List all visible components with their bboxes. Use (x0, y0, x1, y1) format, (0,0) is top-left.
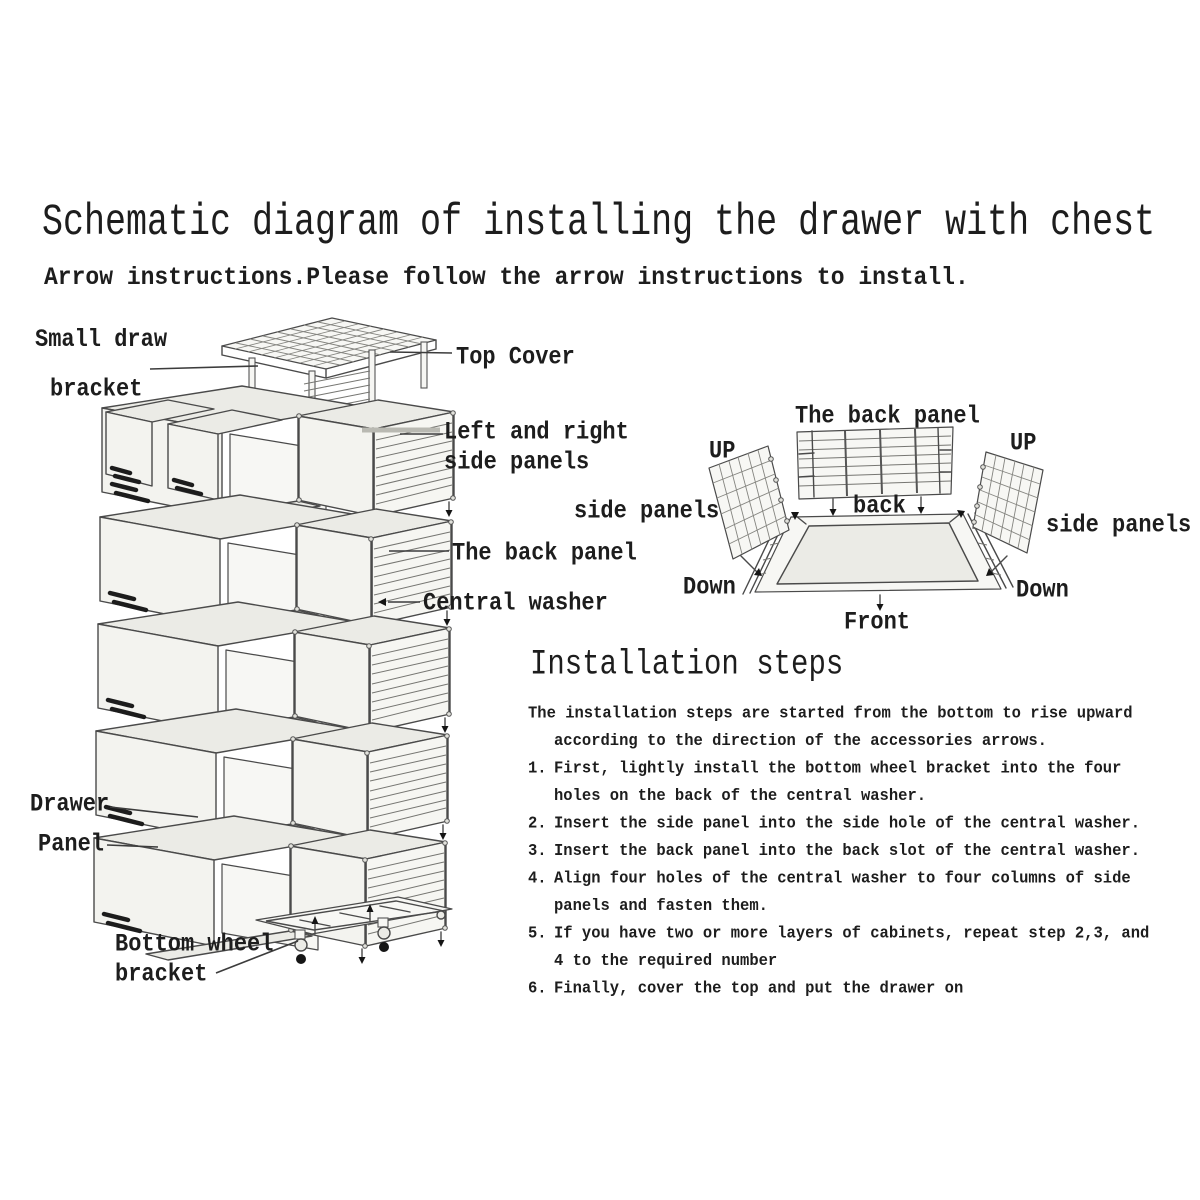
step-number: 6. (528, 978, 547, 999)
label-back: back (853, 492, 906, 521)
back-panel-grid (797, 427, 953, 499)
step-text: panels and fasten them. (554, 895, 768, 916)
label-small-draw-bracket (35, 316, 167, 415)
label-line: Bottom wheel (115, 930, 274, 959)
label-side-panels-right: side panels (1046, 511, 1192, 540)
label-down-right: Down (1016, 576, 1069, 605)
page-subtitle: Arrow instructions.Please follow the arrow instructions to install. (44, 263, 969, 292)
step-item (528, 810, 1193, 838)
label-up-right: UP (1010, 429, 1037, 458)
step-item (528, 755, 1193, 783)
label-side-panels (444, 417, 629, 477)
label-line: Left and right (444, 418, 629, 447)
step-text: Align four holes of the central washer to four columns of side (554, 868, 1131, 889)
label-down-left: Down (683, 573, 736, 602)
step-text: Finally, cover the top and put the drawer on (554, 978, 964, 999)
step-item (528, 975, 1193, 1003)
label-back-panel: The back panel (452, 539, 637, 568)
label-up-left: UP (709, 437, 736, 466)
step-number: 5. (528, 923, 547, 944)
label-central-washer: Central washer (423, 589, 608, 618)
step-text: Insert the side panel into the side hole of the central washer. (554, 813, 1140, 834)
step-text: holes on the back of the central washer. (554, 785, 927, 806)
step-text: Insert the back panel into the back slot of the central washer. (554, 840, 1140, 861)
step-text: according to the direction of the accessories arrows. (554, 730, 1047, 751)
step-number: 2. (528, 813, 547, 834)
step-item-continuation (528, 783, 1193, 811)
steps-intro-line (528, 700, 1193, 728)
label-line: Small draw (35, 326, 168, 355)
page-title: Schematic diagram of installing the drawer with chest (42, 197, 1156, 249)
step-text: The installation steps are started from the bottom to rise upward (528, 703, 1133, 724)
step-item-continuation (528, 893, 1193, 921)
label-line: bracket (50, 375, 143, 404)
step-item (528, 920, 1193, 948)
step-number: 3. (528, 840, 547, 861)
label-drawer: Drawer (30, 790, 110, 819)
drawer-tower-illustration (94, 318, 455, 973)
label-line: side panels (444, 448, 590, 477)
label-front: Front (844, 608, 911, 637)
installation-steps-heading: Installation steps (530, 644, 844, 685)
step-number: 1. (528, 758, 547, 779)
installation-steps (528, 700, 1193, 1003)
step-text: 4 to the required number (554, 950, 778, 971)
side-panel-right (972, 452, 1043, 553)
steps-intro-line (528, 728, 1193, 756)
label-panel: Panel (38, 830, 105, 859)
step-number: 4. (528, 868, 547, 889)
step-text: If you have two or more layers of cabinets, repeat step 2,3, and (554, 923, 1150, 944)
step-item (528, 838, 1193, 866)
label-side-panels-left: side panels (574, 497, 720, 526)
label-line: bracket (115, 960, 208, 989)
label-top-cover: Top Cover (456, 343, 575, 372)
label-rd-back-panel: The back panel (795, 402, 980, 431)
step-item-continuation (528, 948, 1193, 976)
step-item (528, 865, 1193, 893)
step-text: First, lightly install the bottom wheel bracket into the four (554, 758, 1122, 779)
label-bottom-wheel-bracket (115, 929, 273, 989)
